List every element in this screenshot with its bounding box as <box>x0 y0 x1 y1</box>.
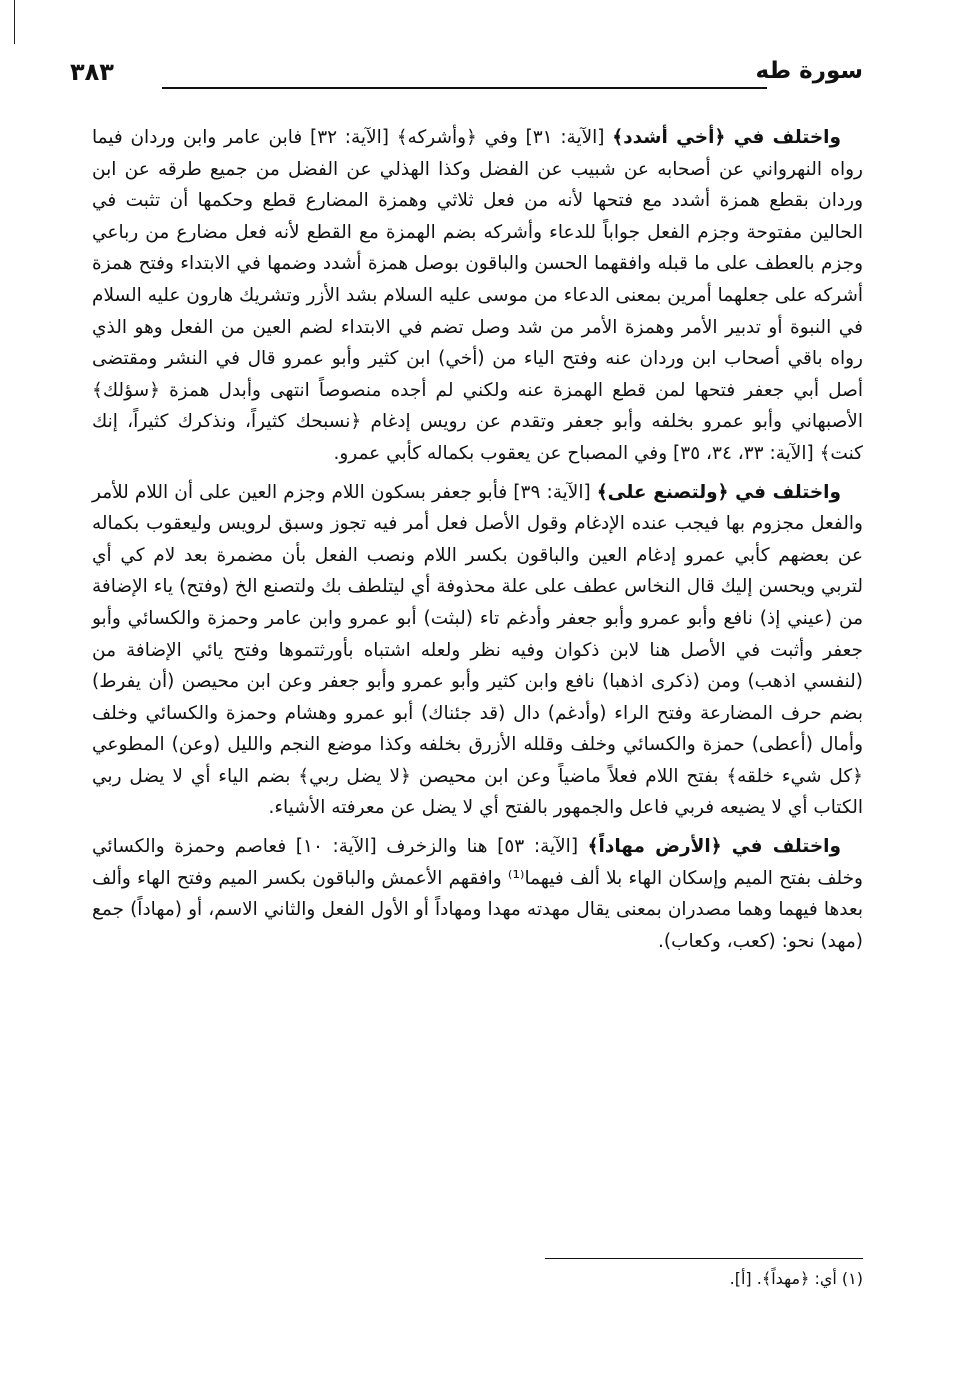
body-text <box>92 122 863 964</box>
paragraph-text: [الآية: ٣١] وفي ﴿وأشركه﴾ [الآية: ٣٢] فابن عامر وابن وردان فيما رواه النهرواني عن أصحابه عن شبيب عن الفضل وكذا الهذلي عن الفضل من جميع طرقه عن ابن وردان بقطع همزة أشدد مع فتحها لأنه من فعل ثلاثي وهمزة المضارع قطع وحكمها أن تثبت في الحالين مفتوحة وجزم الفعل جواباً للدعاء وأشركه بضم الهمزة مع القطع لأنه فعل مضارع من رباعي وجزم بالعطف على ما قبله وافقهما الحسن والباقون بوصل همزة أشدد وضمها في الابتداء وفتح همزة أشركه على جعلهما أمرين بمعنى الدعاء من موسى عليه السلام بشد الأزر وتشريك هارون عليه السلام في النبوة أو تدبير الأمر وهمزة الأمر من شد وصل تضم في الابتداء لضم العين من الفعل وهو الذي رواه باقي أصحاب ابن وردان عنه وفتح الياء من (أخي) ابن كثير وأبو عمرو قال في النشر ومقتضى أصل أبي جعفر فتحها لمن قطع الهمزة عنه ولكني لم أجده منصوصاً انتهى وأبدل همزة ﴿سؤلك﴾ الأصبهاني وأبو عمرو بخلفه وأبو جعفر وتقدم عن رويس إدغام ﴿نسبحك كثيراً، ونذكرك كثيراً، إنك كنت﴾ [الآية: ٣٣، ٣٤، ٣٥] وفي المصباح عن يعقوب بكماله كأبي عمرو. <box>92 127 863 464</box>
header-rule <box>162 87 767 89</box>
footnote: (١) أي: ﴿مهداً﴾. [أ]. <box>729 1269 863 1288</box>
paragraph <box>92 122 863 470</box>
paragraph-lead: واختلف في ﴿ولتصنع على﴾ <box>596 481 841 503</box>
page-number: ٣٨٣ <box>70 58 114 86</box>
paragraph <box>92 477 863 825</box>
footnote-rule <box>545 1258 863 1259</box>
paragraph-lead: واختلف في ﴿أخي أشدد﴾ <box>612 127 841 148</box>
surah-title: سورة طه <box>755 58 863 84</box>
crop-mark <box>14 0 15 44</box>
paragraph-text: [الآية: ٥٣] هنا والزخرف [الآية: ١٠] فعاصم وحمزة والكسائي وخلف بفتح الميم وإسكان الهاء بلا ألف فيهما⁽¹⁾ وافقهم الأعمش والباقون بكسر الميم وفتح الهاء وألف بعدها فيهما وهما مصدران بمعنى يقال مهدته مهدا ومهاداً أو الأول الفعل والثاني الاسم، أو (مهاداً) جمع (مهد) نحو: (كعب، وكعاب). <box>92 836 863 952</box>
paragraph <box>92 831 863 957</box>
running-header <box>70 56 863 96</box>
paragraph-text: [الآية: ٣٩] فأبو جعفر بسكون اللام وجزم العين على أن اللام للأمر والفعل مجزوم بها فيجب عنده الإدغام وقول الأصل فعل أمر فيه تجوز وسبق لرويس وليعقوب بكماله عن بعضهم كأبي عمرو إدغام العين والباقون بكسر اللام ونصب الفعل بأن مضمرة بعد لام كي أي لتربي ويحسن إليك قال النخاس عطف على علة محذوفة أي ليتلطف بك ولتصنع الخ (وفتح) ياء الإضافة من (عيني إذ) نافع وأبو عمرو وأبو جعفر وأدغم تاء (لبثت) أبو عمرو وابن عامر وحمزة والكسائي وأبو جعفر وأثبت في الأصل هنا لابن ذكوان وفيه نظر ولعله اشتباه بأورثتموها وفتح يائي الإضافة من (لنفسي اذهب) ومن (ذكرى اذهبا) نافع وابن كثير وأبو عمرو وأبو جعفر وعن ابن محيصن (أن يفرط) بضم حرف المضارعة وفتح الراء (وأدغم) دال (قد جئناك) أبو عمرو وهشام وحمزة والكسائي وخلف وأمال (أعطى) حمزة والكسائي وخلف وقلله الأزرق بخلفه وكذا موضع النجم والليل (وعن) المطوعي ﴿كل شيء خلقه﴾ بفتح اللام فعلاً ماضياً وعن ابن محيصن ﴿لا يضل ربي﴾ بضم الياء أي لا يضل ربي الكتاب أي لا يضيعه فربي فاعل والجمهور بالفتح أي لا يضل عن معرفته الأشياء. <box>92 481 863 819</box>
paragraph-lead: واختلف في ﴿الأرض مهاداً﴾ <box>587 836 841 858</box>
